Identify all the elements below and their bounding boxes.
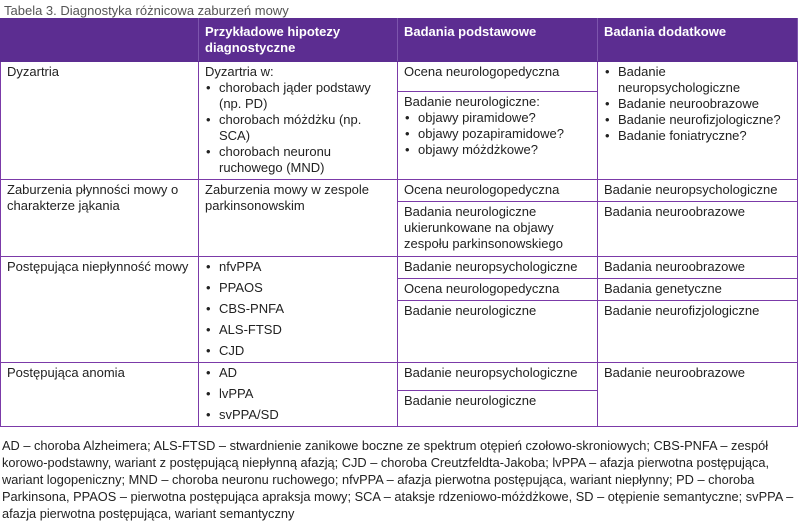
hypotheses-cell <box>199 363 398 427</box>
basic-test-cell: Badanie neuropsychologiczne <box>398 363 598 391</box>
list-item: • objawy piramidowe? <box>404 110 591 126</box>
list-item: • ALS-FTSD <box>205 322 391 338</box>
list-item: • lvPPA <box>205 386 391 402</box>
list-item: • chorobach móżdżku (np. SCA) <box>205 112 391 144</box>
list-item: • AD <box>205 365 391 381</box>
extra-tests-cell <box>598 62 798 180</box>
basic-test-cell <box>398 92 598 180</box>
extra-test-cell: Badania neuroobrazowe <box>598 257 798 279</box>
hypotheses-cell <box>199 257 398 363</box>
hypotheses-list <box>205 259 391 359</box>
list-item: • CJD <box>205 343 391 359</box>
list-item: • Badanie neuropsychologiczne <box>604 64 791 96</box>
list-item: • Badanie neuroobrazowe <box>604 96 791 112</box>
list-item: • svPPA/SD <box>205 407 391 423</box>
diagnosis-table <box>0 18 798 427</box>
row-name-cell: Postępująca anomia <box>1 363 199 427</box>
basic-test-cell: Badania neurologiczne ukierunkowane na objawy zespołu parkinsonowskiego <box>398 202 598 257</box>
basic-test-cell: Ocena neurologopedyczna <box>398 279 598 301</box>
row-name-cell: Zaburzenia płynności mowy o charakterze jąkania <box>1 180 199 257</box>
row-name-cell: Postępująca niepłynność mowy <box>1 257 199 363</box>
row-name-cell: Dyzartria <box>1 62 199 180</box>
basic-test-cell: Badanie neurologiczne <box>398 391 598 427</box>
table-row <box>1 180 798 202</box>
list-item: • objawy pozapiramidowe? <box>404 126 591 142</box>
table-caption: Tabela 3. Diagnostyka różnicowa zaburzeń mowy <box>4 3 289 18</box>
extra-tests-list <box>604 64 791 144</box>
list-item: • Badanie foniatryczne? <box>604 128 791 144</box>
extra-test-cell: Badanie neuroobrazowe <box>598 363 798 427</box>
list-item: • CBS-PNFA <box>205 301 391 317</box>
table-row <box>1 363 798 391</box>
neuro-exam-intro: Badanie neurologiczne: <box>404 94 540 109</box>
header-hypotheses: Przykładowe hipotezy diagnostyczne <box>199 19 398 62</box>
hypotheses-list <box>205 365 391 423</box>
list-item: • PPAOS <box>205 280 391 296</box>
table-row <box>1 62 798 92</box>
header-basic-tests: Badania podstawowe <box>398 19 598 62</box>
list-item: • Badanie neurofizjologiczne? <box>604 112 791 128</box>
list-item: • nfvPPA <box>205 259 391 275</box>
list-item: • chorobach neuronu ruchowego (MND) <box>205 144 391 176</box>
extra-test-cell: Badanie neuropsychologiczne <box>598 180 798 202</box>
hypotheses-cell <box>199 62 398 180</box>
basic-test-cell: Ocena neurologopedyczna <box>398 180 598 202</box>
table-header-row <box>1 19 798 62</box>
basic-test-cell: Badanie neuropsychologiczne <box>398 257 598 279</box>
list-item: • objawy móżdżkowe? <box>404 142 591 158</box>
basic-test-cell: Ocena neurologopedyczna <box>398 62 598 92</box>
list-item: • chorobach jąder podstawy (np. PD) <box>205 80 391 112</box>
header-extra-tests: Badania dodatkowe <box>598 19 798 62</box>
hypotheses-intro: Dyzartria w: <box>205 64 274 79</box>
extra-test-cell: Badania neuroobrazowe <box>598 202 798 257</box>
hypotheses-cell: Zaburzenia mowy w zespole parkinsonowskim <box>199 180 398 257</box>
header-cell-empty <box>1 19 199 62</box>
extra-test-cell: Badania genetyczne <box>598 279 798 301</box>
hypotheses-list <box>205 80 391 176</box>
abbreviations-footnote: AD – choroba Alzheimera; ALS-FTSD – stwardnienie zanikowe boczne ze spektrum otępień czołowo-skroniowych; CBS-PNFA – zespół korowo-podstawny, wariant z postępującą niepłynną afazją; CJD – choroba Creutzfeldta-Jakoba; lvPPA – afazja pierwotna postępująca, wariant logopeniczny; MND – choroba neuronu ruchowego; nfvPPA – afazja pierwotna postępująca, wariant niepłynny; PD – choroba Parkinsona, PPAOS – pierwotna postępująca apraksja mowy; SCA – ataksje rdzeniowo-móżdżkowe, SD – otępienie semantyczne; svPPA – afazja pierwotna postępująca, wariant semantyczny <box>2 438 794 521</box>
basic-test-cell: Badanie neurologiczne <box>398 301 598 363</box>
extra-test-cell: Badanie neurofizjologiczne <box>598 301 798 363</box>
table-row <box>1 257 798 279</box>
neuro-exam-list <box>404 110 591 158</box>
